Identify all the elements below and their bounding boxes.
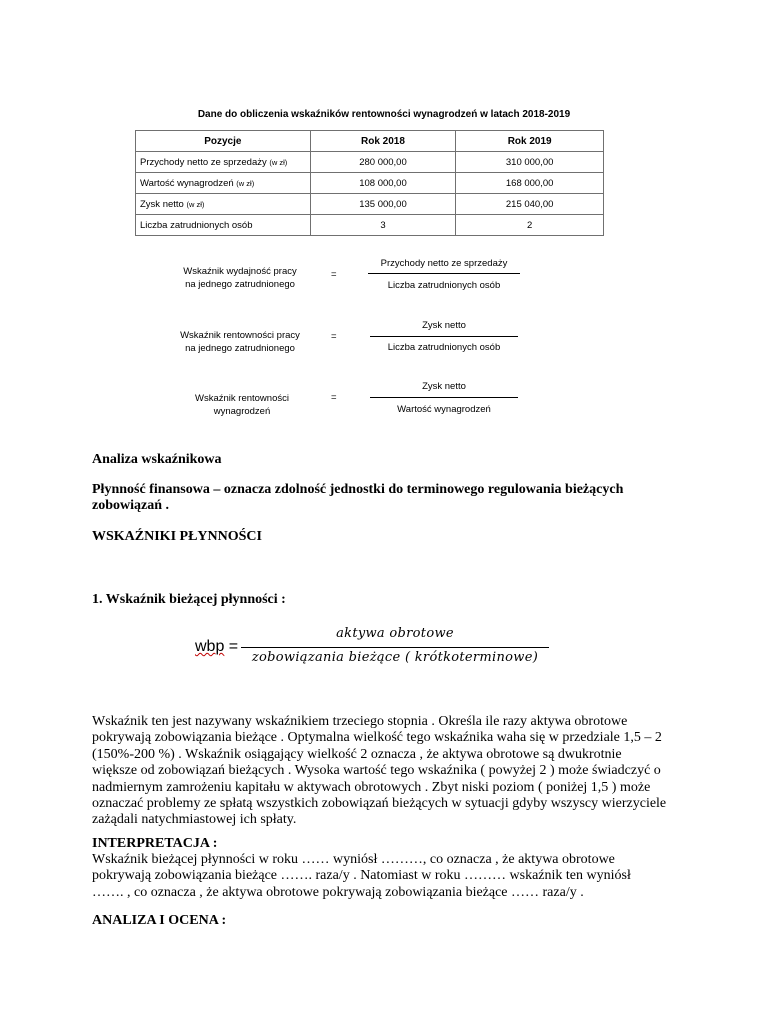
table-row: [136, 194, 604, 215]
definition-line: zobowiązań .: [92, 498, 169, 514]
fraction-bar: [370, 397, 518, 398]
paragraph-line: Wskaźnik ten jest nazywany wskaźnikiem trzeciego stopnia . Określa ile razy aktywa obrotowe: [92, 714, 628, 729]
formula-left-line: Wskaźnik rentowności pracy: [180, 330, 300, 341]
wbp-formula: [195, 624, 555, 672]
row-unit: (w zł): [236, 178, 255, 188]
heading-wskazniki-plynnosci: WSKAŹNIKI PŁYNNOŚCI: [92, 529, 262, 544]
formula-numerator: Zysk netto: [422, 381, 466, 392]
table-header-cell: Pozycje: [136, 131, 311, 152]
cell-2019: 215 040,00: [456, 194, 604, 215]
figure-title: Dane do obliczenia wskaźników rentowności wynagrodzeń w latach 2018-2019: [197, 109, 571, 120]
equals-sign: =: [331, 392, 337, 403]
formula-numerator: Zysk netto: [422, 320, 466, 331]
fraction-bar: [370, 336, 518, 337]
row-label-text: Liczba zatrudnionych osób: [140, 219, 253, 231]
paragraph-line: pokrywają zobowiązania bieżące ……. raza/y . Natomiast w roku ……… wskaźnik ten wyniósł: [92, 868, 631, 884]
formula-left-label: [170, 265, 310, 291]
heading-analiza-i-ocena: ANALIZA I OCENA :: [92, 913, 227, 928]
formula-left-line: Wskaźnik wydajność pracy: [183, 266, 297, 277]
formula-numerator: Przychody netto ze sprzedaży: [380, 258, 508, 269]
row-label-text: Przychody netto ze sprzedaży: [140, 156, 267, 168]
formula-denominator: Liczba zatrudnionych osób: [387, 342, 501, 353]
paragraph-line: zażądali natychmiastowej ich spłaty.: [92, 812, 297, 828]
equals-sign: =: [331, 331, 337, 342]
formula-denominator: Liczba zatrudnionych osób: [387, 280, 501, 291]
formula-left-line: na jednego zatrudnionego: [185, 343, 295, 354]
cell-2019: 310 000,00: [456, 152, 604, 173]
formula-left-label: [170, 329, 310, 355]
paragraph-line: Wskaźnik bieżącej płynności w roku …… wyniósł ………, co oznacza , że aktywa obrotowe: [92, 852, 615, 867]
table-header-cell: Rok 2019: [456, 131, 604, 152]
row-unit: (w zł): [269, 157, 288, 167]
wbp-numerator: aktywa obrotowe: [336, 626, 454, 641]
definition-plynnosc: [92, 482, 682, 515]
row-label: [136, 215, 311, 236]
paragraph-line: większe od zobowiązań bieżących . Wysoka wartość tego wskaźnika ( powyżej 2 ) może świadczyć o: [92, 763, 661, 779]
cell-2018: 135 000,00: [310, 194, 456, 215]
formula-left-line: Wskaźnik rentowności wynagrodzeń: [195, 393, 289, 417]
fraction-bar: [241, 647, 549, 648]
equals-sign: =: [331, 269, 337, 280]
paragraph-line: pokrywają zobowiązania bieżące . Optymalna wielkość tego wskaźnika waha się w przedziale 1,5 – 2: [92, 730, 662, 746]
wbp-lhs: [195, 638, 238, 656]
paragraph-line: ……. , co oznacza , że aktywa obrotowe pokrywają zobowiązania bieżące …… raza/y .: [92, 884, 584, 900]
row-unit: (w zł): [186, 199, 205, 209]
paragraph-line: nadmiernym zamrożeniu kapitału w aktywach obrotowych . Zbyt niski poziom ( poniżej 1,5 ) może: [92, 779, 651, 795]
formula-left-line: na jednego zatrudnionego: [185, 279, 295, 290]
row-label-text: Zysk netto: [140, 198, 184, 210]
heading-wskaznik-biezacej-plynnosci: 1. Wskaźnik bieżącej płynności :: [92, 592, 286, 607]
wbp-symbol: wbp: [195, 638, 225, 655]
description-paragraph: [92, 714, 682, 829]
table-row: [136, 152, 604, 173]
formula-denominator: Wartość wynagrodzeń: [397, 404, 491, 415]
definition-line: Płynność finansowa – oznacza zdolność jednostki do terminowego regulowania bieżących: [92, 482, 624, 497]
paragraph-line: (150%-200 %) . Wskaźnik osiągający wielkość 2 oznacza , że aktywa obrotowe są dwukrotnie: [92, 746, 622, 762]
fraction-bar: [368, 273, 520, 274]
heading-interpretacja: INTERPRETACJA :: [92, 836, 218, 851]
cell-2018: 3: [310, 215, 456, 236]
row-label: [136, 173, 311, 194]
table-row: [136, 215, 604, 236]
cell-2018: 280 000,00: [310, 152, 456, 173]
wbp-denominator: zobowiązania bieżące ( krótkoterminowe): [251, 650, 539, 665]
row-label-text: Wartość wynagrodzeń: [140, 177, 234, 189]
data-table: [135, 130, 604, 236]
interpretation-paragraph: [92, 852, 682, 901]
table-header-cell: Rok 2018: [310, 131, 456, 152]
table-header-row: [136, 131, 604, 152]
row-label: [136, 152, 311, 173]
cell-2019: 2: [456, 215, 604, 236]
paragraph-line: oznaczać problemy ze spłatą wszystkich zobowiązań bieżących w sytuacji gdyby wszyscy wierzyciele: [92, 796, 667, 812]
equals-sign: =: [224, 638, 239, 655]
table-row: [136, 173, 604, 194]
row-label: [136, 194, 311, 215]
cell-2018: 108 000,00: [310, 173, 456, 194]
cell-2019: 168 000,00: [456, 173, 604, 194]
section-title-analiza: Analiza wskaźnikowa: [92, 452, 222, 467]
formula-left-label: [166, 392, 318, 418]
